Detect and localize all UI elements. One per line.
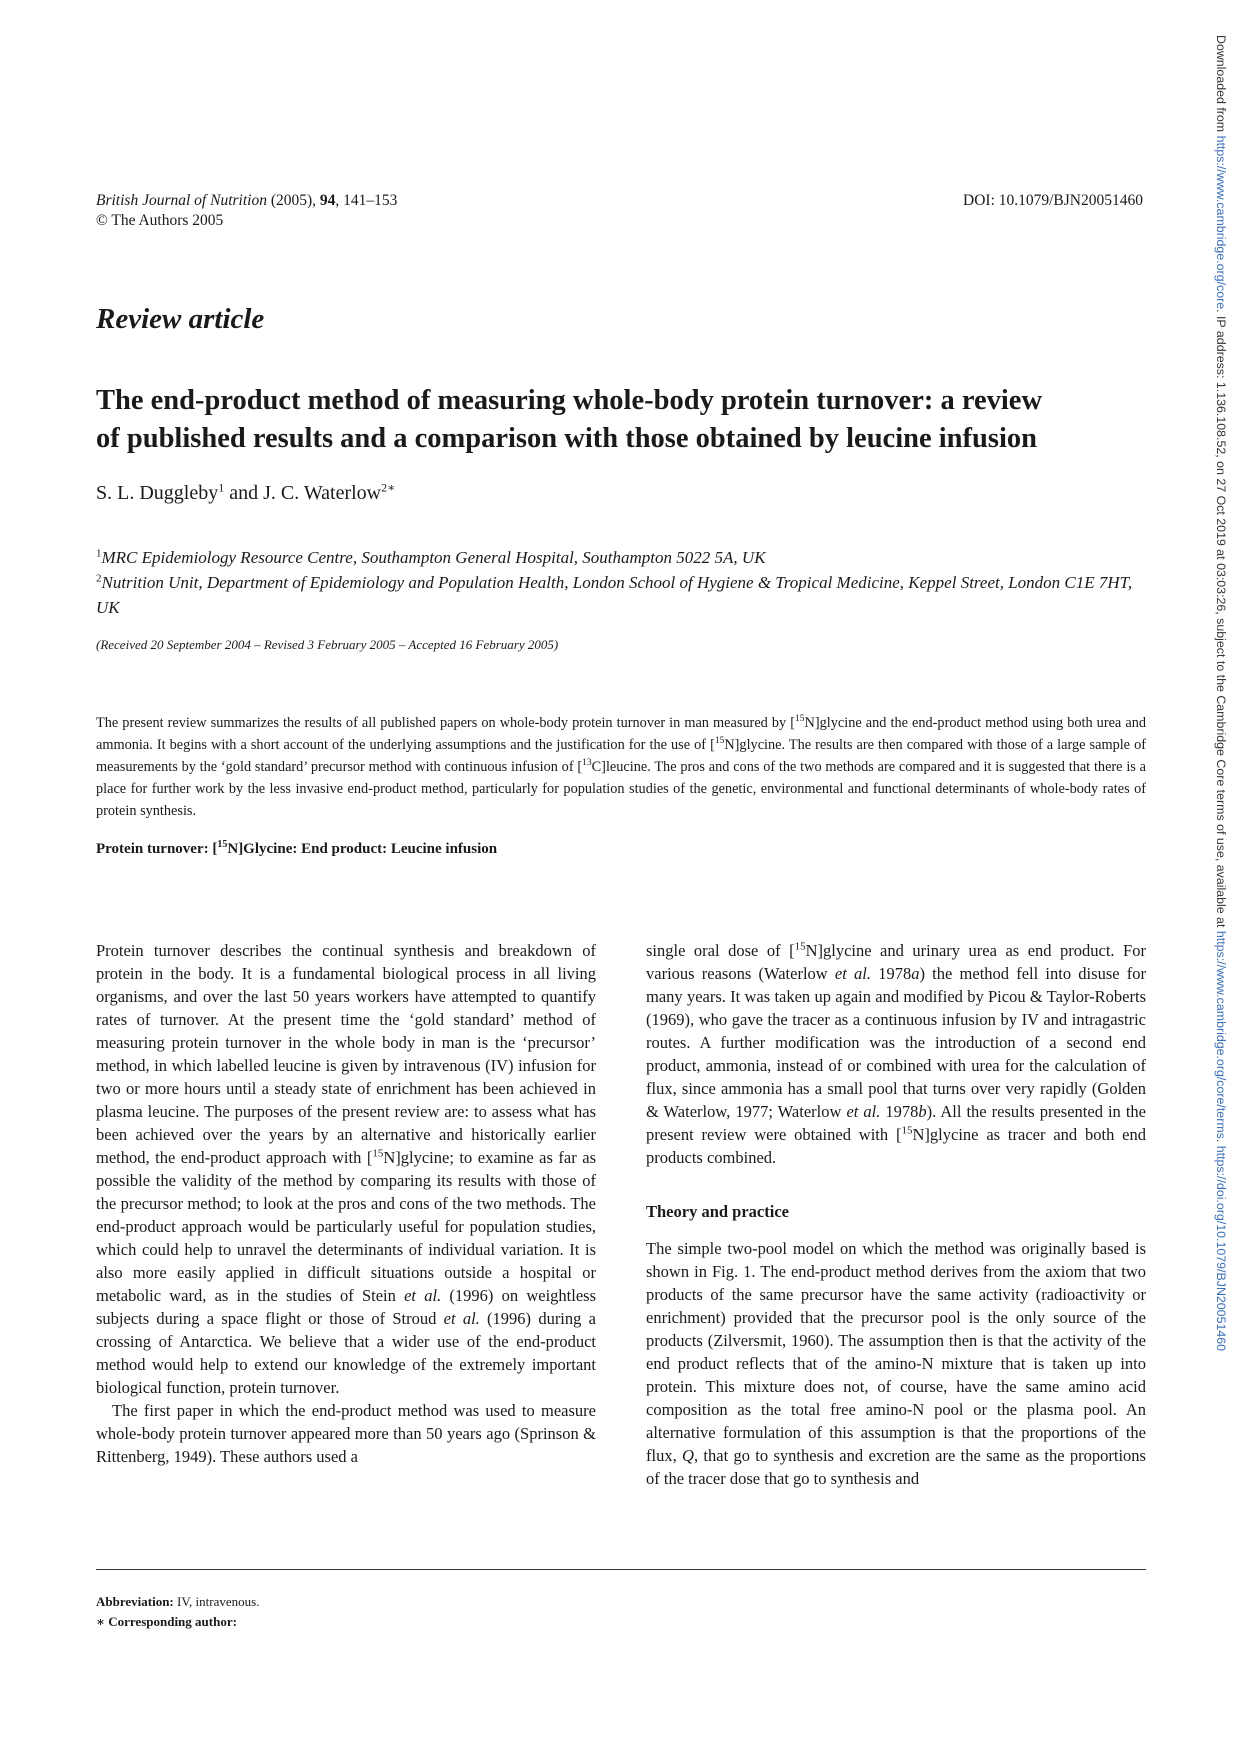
body-paragraph bbox=[646, 939, 1146, 1169]
text-run: 1978 bbox=[880, 1102, 919, 1121]
author-2-sup: 2∗ bbox=[381, 480, 396, 495]
footnote-label: ∗ Corresponding author: bbox=[96, 1614, 237, 1629]
cambridge-core-link[interactable]: https://www.cambridge.org/core bbox=[1214, 135, 1228, 310]
text-run: 1978 bbox=[871, 964, 912, 983]
keywords-text-2: N]Glycine: End product: Leucine infusion bbox=[227, 841, 498, 857]
abstract-text-2: N]glycine and the end-product method using both urea and ammonia. It begins with a short account of the underlying assumptions and the justification for the use of [ bbox=[96, 715, 1146, 753]
text-run: single oral dose of [ bbox=[646, 941, 795, 960]
copyright: © The Authors 2005 bbox=[96, 212, 224, 229]
body-right-column bbox=[646, 939, 1146, 1490]
italic-letter: b bbox=[918, 1102, 927, 1121]
keywords bbox=[96, 841, 497, 858]
keywords-sup: 15 bbox=[217, 839, 228, 850]
text-run: The simple two-pool model on which the method was originally based is shown in Fig. 1. The end-product method derives from the axiom that two products of the same precursor have the same activity (radioactivity or enrichment) provided that the precursor pool is the only source of the products (Zilversmit, 1960). The assumption then is that the activity of the end product reflects that of the amino-N mixture that is taken up into protein. This mixture does not, of course, have the same amino acid composition as the total free amino-N pool or the plasma pool. An alternative formulation of this assumption is that the proportions of the flux, bbox=[646, 1239, 1146, 1465]
journal-citation bbox=[96, 191, 397, 211]
italic-etal: et al. bbox=[443, 1309, 480, 1328]
text-run: ) the method fell into disuse for many years. It was taken up again and modified by Picou & Taylor-Roberts (1969), who gave the tracer as a continuous infusion by IV and intragastric routes. A further modification was the introduction of a second end product, ammonia, instead of or combined with urea for the calculation of flux, since ammonia has a small pool that turns over very rapidly (Golden & Waterlow, 1977; Waterlow bbox=[646, 964, 1147, 1121]
text-run: (1996) during a crossing of Antarctica. We believe that a wider use of the end-product method would help to extend our knowledge of the extremely important biological function, protein turnover. bbox=[96, 1309, 596, 1397]
abstract bbox=[96, 712, 1146, 822]
article-type: Review article bbox=[96, 303, 265, 335]
footnote-divider bbox=[96, 1569, 1146, 1570]
italic-etal: et al. bbox=[834, 964, 871, 983]
terms-link[interactable]: https://www.cambridge.org/core/terms bbox=[1214, 930, 1228, 1139]
notice-text: . IP address: 1.136.108.52, on 27 Oct 2019 at 03:03:26, subject to the Cambridge Core terms of use, available at bbox=[1214, 309, 1228, 931]
footnote-label: Abbreviation: bbox=[96, 1594, 174, 1609]
paper-title bbox=[96, 382, 1156, 458]
italic-symbol: Q bbox=[682, 1446, 694, 1465]
italic-etal: et al. bbox=[404, 1286, 442, 1305]
abstract-text-4: C]leucine. The pros and cons of the two methods are compared and it is suggested that there is a place for further work by the less invasive end-product method, particularly for population studies of the genetic, environmental and functional determinants of whole-body rates of protein synthesis. bbox=[96, 759, 1146, 819]
affiliation-1-sup: 1 bbox=[96, 547, 102, 560]
journal-volume: 94 bbox=[319, 192, 336, 209]
download-notice bbox=[1207, 35, 1235, 1755]
text-run: , that go to synthesis and excretion are the same as the proportions of the tracer dose that go to synthesis and bbox=[646, 1446, 1146, 1488]
author-1-sup: 1 bbox=[218, 480, 225, 495]
body-left-column bbox=[96, 939, 596, 1468]
title-line-1: The end-product method of measuring whole-body protein turnover: a review bbox=[96, 385, 1043, 416]
title-line-2: of published results and a comparison with those obtained by leucine infusion bbox=[96, 423, 1037, 454]
journal-year: (2005), bbox=[266, 192, 320, 209]
section-heading: Theory and practice bbox=[646, 1202, 789, 1221]
notice-text: . bbox=[1214, 1138, 1228, 1146]
footnote-corresponding bbox=[96, 1612, 237, 1632]
affiliation-2 bbox=[96, 570, 1156, 620]
author-2: J. C. Waterlow bbox=[263, 482, 382, 504]
text-run: N]glycine as tracer and both end products combined. bbox=[646, 1125, 1146, 1167]
journal-pages: , 141–153 bbox=[335, 192, 398, 209]
superscript: 15 bbox=[372, 1147, 384, 1160]
affiliation-1-text: MRC Epidemiology Resource Centre, Southampton General Hospital, Southampton 5022 5A, UK bbox=[101, 548, 766, 567]
text-run: N]glycine; to examine as far as possible the validity of the method by comparing its results with those of the precursor method; to look at the pros and cons of the two methods. The end-product approach would be particularly useful for population studies, which could help to unravel the determinants of individual variation. It is also more easily applied in difficult situations outside a hospital or metabolic ward, as in the studies of Stein bbox=[96, 1148, 596, 1305]
authors bbox=[96, 480, 395, 506]
footnote-abbreviation bbox=[96, 1592, 259, 1612]
footnote-text: IV, intravenous. bbox=[173, 1594, 260, 1609]
authors-and: and bbox=[224, 482, 264, 504]
abstract-sup-1: 15 bbox=[795, 714, 805, 725]
italic-letter: a bbox=[911, 964, 920, 983]
text-run: N]glycine and urinary urea as end product. For various reasons (Waterlow bbox=[646, 941, 1146, 983]
abstract-text-3: N]glycine. The results are then compared with those of a large sample of measurements by the ‘gold standard’ precursor method with continuous infusion of [ bbox=[96, 737, 1146, 775]
text-run: ). All the results presented in the present review were obtained with [ bbox=[646, 1102, 1146, 1144]
body-paragraph: The first paper in which the end-product method was used to measure whole-body protein turnover appeared more than 50 years ago (Sprinson & Rittenberg, 1949). These authors used a bbox=[96, 1401, 596, 1466]
affiliation-1 bbox=[96, 545, 1156, 570]
italic-etal: et al. bbox=[846, 1102, 881, 1121]
affiliation-2-text: Nutrition Unit, Department of Epidemiology and Population Health, London School of Hygiene & Tropical Medicine, Keppel Street, London C1E 7HT, UK bbox=[96, 573, 1133, 617]
text-run: Protein turnover describes the continual synthesis and breakdown of protein in the body. It is a fundamental biological process in all living organisms, and over the last 50 years workers have attempted to quantify rates of turnover. At the present time the ‘gold standard’ method of measuring protein turnover in the whole body in man is the ‘precursor’ method, in which labelled leucine is given by intravenous (IV) infusion for two or more hours until a steady state of enrichment has been achieved in plasma leucine. The purposes of the present review are: to assess what has been achieved over the years by an alternative and historically earlier method, the end-product approach with [ bbox=[96, 941, 596, 1167]
abstract-sup-3: 13 bbox=[582, 758, 592, 769]
abstract-sup-2: 15 bbox=[714, 736, 725, 747]
keywords-text-1: Protein turnover: [ bbox=[96, 841, 218, 857]
superscript: 15 bbox=[794, 940, 806, 953]
doi: DOI: 10.1079/BJN20051460 bbox=[963, 192, 1143, 209]
received-dates: (Received 20 September 2004 – Revised 3 February 2005 – Accepted 16 February 2005) bbox=[96, 637, 559, 652]
author-1: S. L. Duggleby bbox=[96, 482, 219, 504]
superscript: 15 bbox=[901, 1124, 913, 1137]
notice-text: Downloaded from bbox=[1214, 35, 1228, 136]
abstract-text-1: The present review summarizes the results of all published papers on whole-body protein turnover in man measured by [ bbox=[96, 715, 796, 731]
text-run: (1996) on weightless subjects during a space flight or those of Stroud bbox=[96, 1286, 596, 1328]
body-paragraph bbox=[646, 1237, 1146, 1490]
body-paragraph bbox=[96, 939, 596, 1399]
affiliation-2-sup: 2 bbox=[96, 572, 102, 585]
journal-name: British Journal of Nutrition bbox=[96, 192, 267, 209]
doi-link[interactable]: https://doi.org/10.1079/BJN20051460 bbox=[1214, 1145, 1228, 1352]
